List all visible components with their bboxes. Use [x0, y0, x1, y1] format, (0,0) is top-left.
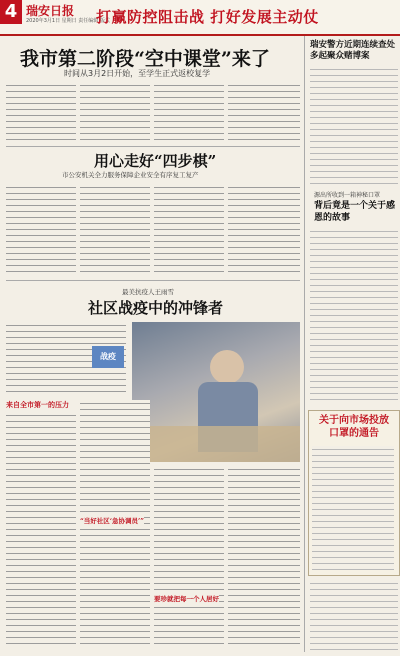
photo-desk	[132, 426, 300, 462]
feature-col1	[6, 412, 76, 648]
story-two-col1	[6, 184, 76, 272]
feature-title: 社区战疫中的冲锋者	[88, 299, 224, 317]
right-story-a-title: 瑞安警方近期连续查处多起聚众赌博案	[310, 40, 396, 61]
right-column-rule	[304, 36, 305, 652]
divider	[6, 280, 300, 281]
banner-headline: 打赢防控阻击战 打好发展主动仗	[96, 8, 319, 26]
divider	[6, 146, 300, 147]
feature-photo	[132, 322, 300, 462]
feature-kicker: 最美抗疫人王雨雪	[122, 288, 174, 296]
paper-name: 瑞安日报	[26, 4, 75, 18]
lead-title: 我市第二阶段“空中课堂”来了	[20, 48, 270, 70]
lead-subtitle: 时间从3月2日开始，至学生正式返校复学	[64, 69, 211, 78]
lead-body-col1	[6, 82, 76, 142]
story-two-title: 用心走好“四步棋”	[94, 152, 217, 170]
photo-sign: 战疫	[92, 346, 124, 368]
story-two-col3	[154, 184, 224, 272]
section-heading-3: 要珍就把每一个人居好	[154, 595, 219, 603]
right-story-b-kicker: 源出所收到一箱神秘口罩	[314, 192, 381, 199]
story-two-subtitle: 市公安机关全力服务保障企业安全有序复工复产	[62, 171, 199, 179]
story-two-col2	[80, 184, 150, 272]
lead-body-col4	[228, 82, 300, 142]
feature-col3	[154, 466, 224, 648]
lead-body-col3	[154, 82, 224, 142]
page-number: 4	[0, 0, 22, 24]
issue-line: 2020年3月1日 星期日 责任编辑 版式	[26, 18, 110, 24]
photo-person	[210, 350, 244, 384]
feature-col4	[228, 466, 300, 648]
section-heading-1: 来自全市第一的压力	[6, 400, 69, 409]
right-brief-items	[310, 580, 398, 652]
right-story-a-body	[310, 66, 398, 186]
right-story-b-body	[310, 228, 398, 404]
notice-body	[312, 446, 394, 570]
section-heading-2: “当好社区‘急协调员’”	[80, 517, 145, 525]
story-two-col4	[228, 184, 300, 272]
notice-title: 关于向市场投放口罩的通告	[319, 415, 389, 439]
lead-body-col2	[80, 82, 150, 142]
right-story-b-title: 背后竟是一个关于感恩的故事	[314, 201, 396, 223]
